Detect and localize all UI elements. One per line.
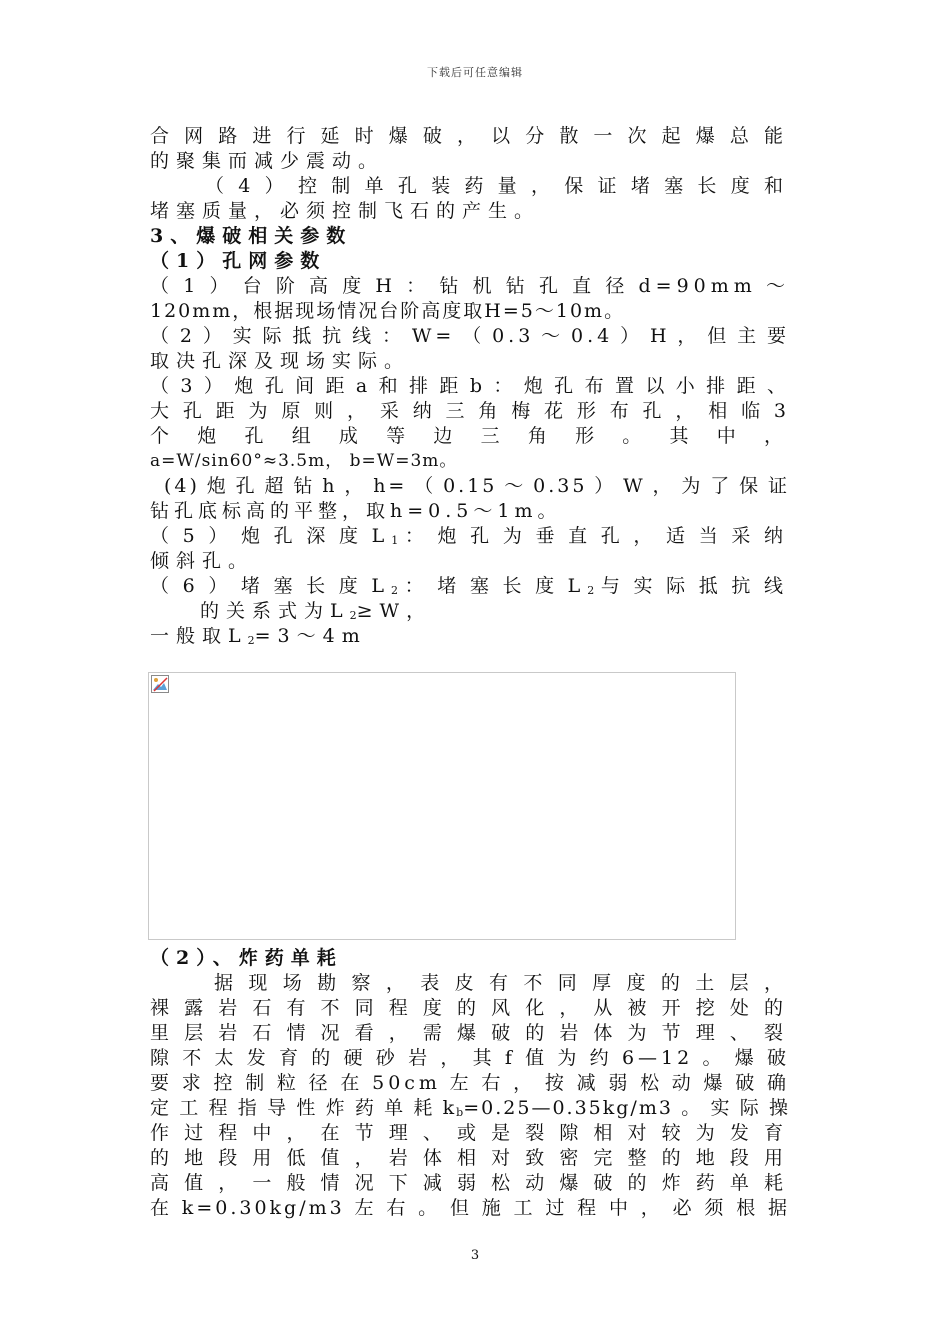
broken-image-icon <box>151 675 169 693</box>
text-line: 钻孔底标高的平整，取h=0.5～1m。 <box>150 500 562 522</box>
text-line: （4）控制单孔装药量，保证堵塞长度和 <box>205 175 790 197</box>
subscript: 2 <box>247 634 255 647</box>
text-line: 在k=0.30kg/m3左右。但施工过程中，必须根据 <box>150 1197 790 1219</box>
subscript: 1 <box>391 534 399 547</box>
text-fragment: =0.25—0.35kg/m3。实际操 <box>463 1097 790 1119</box>
text-fragment: =3～4m <box>254 625 367 647</box>
text-line: （2）实际抵抗线：W=（0.3～0.4）H，但主要 <box>150 325 790 347</box>
text-line: 120mm，根据现场情况台阶高度取H=5～10m。 <box>150 300 626 322</box>
text-line: 作过程中，在节理、或是裂隙相对较为发育 <box>150 1122 790 1144</box>
page-header: 下载后可任意编辑 <box>427 66 523 79</box>
text-line <box>150 624 790 653</box>
text-line: 的聚集而减少震动。 <box>150 150 385 172</box>
text-line: 高值，一般情况下减弱松动爆破的炸药单耗 <box>150 1172 790 1194</box>
text-line: 隙不太发育的硬砂岩，其f值为约6—12。爆破 <box>150 1047 790 1069</box>
text-fragment: （6）堵塞长度L <box>150 575 391 597</box>
text-line: a=W/sin60°≈3.5m， b=W=3m。 <box>150 451 458 471</box>
subsection-heading: （1）孔网参数 <box>150 250 327 272</box>
text-fragment: 与实际抵抗线 <box>594 575 790 597</box>
text-fragment: ：炮孔为垂直孔，适当采纳 <box>398 525 790 547</box>
text-line: 个炮孔组成等边三角形。其中， <box>150 425 790 447</box>
text-fragment: 的关系式为L <box>200 600 350 622</box>
image-placeholder <box>148 672 736 940</box>
text-fragment: 一般取L <box>150 625 248 647</box>
text-line: （3）炮孔间距a和排距b：炮孔布置以小排距、 <box>150 375 790 397</box>
text-line: 的地段用低值，岩体相对致密完整的地段用 <box>150 1147 790 1169</box>
text-line: 堵塞质量，必须控制飞石的产生。 <box>150 200 541 222</box>
subscript: 2 <box>391 584 398 597</box>
subscript: 2 <box>587 584 595 597</box>
text-line: 要求控制粒径在50cm左右，按减弱松动爆破确 <box>150 1072 790 1094</box>
text-line: 里层岩石情况看，需爆破的岩体为节理、裂 <box>150 1022 790 1044</box>
text-line: 裸露岩石有不同程度的风化，从被开挖处的 <box>150 997 790 1019</box>
text-fragment: ≥W， <box>356 600 433 622</box>
section-heading: 3、爆破相关参数 <box>150 225 353 247</box>
text-line: 倾斜孔。 <box>150 550 255 572</box>
text-fragment: 定工程指导性炸药单耗k <box>150 1097 457 1119</box>
subscript: 2 <box>349 609 357 622</box>
text-fragment: （5）炮孔深度L <box>150 525 392 547</box>
text-line: 合网路进行延时爆破，以分散一次起爆总能 <box>150 125 790 147</box>
subscript: b <box>456 1106 464 1119</box>
text-line: 据现场勘察，表皮有不同厚度的土层， <box>214 972 790 994</box>
text-line: 大孔距为原则，采纳三角梅花形布孔，相临3 <box>150 400 790 422</box>
text-line: 取决孔深及现场实际。 <box>150 350 411 372</box>
subsection-heading: （2）、炸药单耗 <box>150 947 343 969</box>
text-line: (4)炮孔超钻h，h=（0.15～0.35）W，为了保证 <box>164 475 790 497</box>
text-fragment: ：堵塞长度L <box>398 575 588 597</box>
page-number: 3 <box>470 1248 480 1263</box>
text-line: （1）台阶高度H：钻机钻孔直径d=90mm～ <box>150 275 790 297</box>
